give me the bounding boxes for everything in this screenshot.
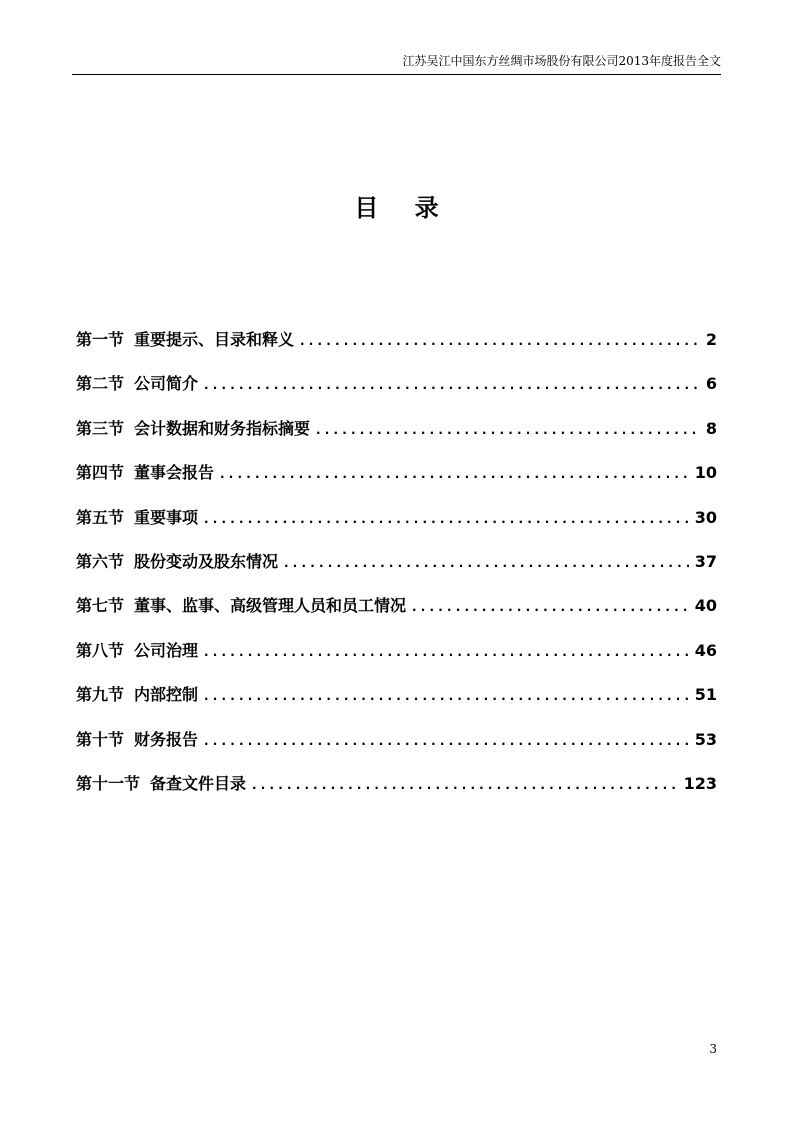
toc-section-number: 第十一节 — [76, 773, 141, 793]
toc-page-number: 10 — [694, 463, 717, 483]
toc-page-number: 6 — [705, 374, 717, 394]
toc-dot-leader — [252, 768, 678, 801]
table-of-contents — [76, 324, 717, 812]
toc-entry-9[interactable] — [76, 679, 717, 723]
toc-section-number: 第二节 — [76, 374, 125, 394]
toc-section-number: 第七节 — [76, 596, 125, 616]
toc-page-number: 51 — [694, 685, 717, 705]
toc-entry-1[interactable] — [76, 324, 717, 368]
toc-page-number: 123 — [683, 773, 717, 793]
toc-section-number: 第四节 — [76, 463, 125, 483]
toc-entry-4[interactable] — [76, 457, 717, 501]
page-title: 目 录 — [354, 194, 453, 222]
toc-entry-2[interactable] — [76, 368, 717, 412]
toc-section-title: 董事会报告 — [134, 463, 215, 483]
toc-entry-11[interactable] — [76, 768, 717, 812]
toc-entry-8[interactable] — [76, 635, 717, 679]
toc-section-title: 董事、监事、高级管理人员和员工情况 — [134, 596, 407, 616]
toc-section-title: 财务报告 — [134, 729, 199, 749]
toc-entry-5[interactable] — [76, 502, 717, 546]
toc-section-number: 第十节 — [76, 729, 125, 749]
toc-entry-10[interactable] — [76, 724, 717, 768]
toc-entry-3[interactable] — [76, 413, 717, 457]
toc-section-number: 第六节 — [76, 551, 125, 571]
toc-page-number: 2 — [705, 330, 717, 349]
toc-page-number: 53 — [694, 729, 717, 749]
toc-entry-6[interactable] — [76, 546, 717, 590]
toc-dot-leader — [204, 635, 689, 668]
toc-section-number: 第三节 — [76, 418, 125, 438]
toc-section-title: 公司简介 — [134, 374, 199, 394]
toc-dot-leader — [204, 368, 700, 401]
toc-dot-leader — [204, 502, 689, 535]
toc-page-number: 30 — [694, 507, 717, 527]
toc-dot-leader — [204, 724, 689, 757]
toc-section-title: 公司治理 — [134, 640, 199, 660]
toc-dot-leader — [316, 413, 700, 446]
toc-section-number: 第五节 — [76, 507, 125, 527]
toc-section-title: 会计数据和财务指标摘要 — [134, 418, 311, 438]
page-number: 3 — [709, 1042, 717, 1056]
toc-section-title: 重要事项 — [134, 507, 199, 527]
toc-dot-leader — [284, 546, 689, 579]
toc-section-title: 备查文件目录 — [150, 773, 247, 793]
toc-dot-leader — [300, 324, 700, 357]
page-header — [72, 52, 721, 75]
toc-section-number: 第一节 — [76, 330, 125, 349]
toc-dot-leader — [204, 679, 689, 712]
toc-dot-leader — [412, 590, 689, 623]
toc-section-title: 内部控制 — [134, 685, 199, 705]
toc-page-number: 37 — [694, 551, 717, 571]
toc-page-number: 8 — [705, 418, 717, 438]
toc-page-number: 46 — [694, 640, 717, 660]
toc-section-number: 第九节 — [76, 685, 125, 705]
toc-dot-leader — [220, 457, 689, 490]
toc-entry-7[interactable] — [76, 590, 717, 634]
toc-section-title: 重要提示、目录和释义 — [134, 330, 295, 349]
toc-section-number: 第八节 — [76, 640, 125, 660]
header-text: 江苏吴江中国东方丝绸市场股份有限公司2013年度报告全文 — [402, 54, 721, 68]
toc-section-title: 股份变动及股东情况 — [134, 551, 279, 571]
toc-page-number: 40 — [694, 596, 717, 616]
